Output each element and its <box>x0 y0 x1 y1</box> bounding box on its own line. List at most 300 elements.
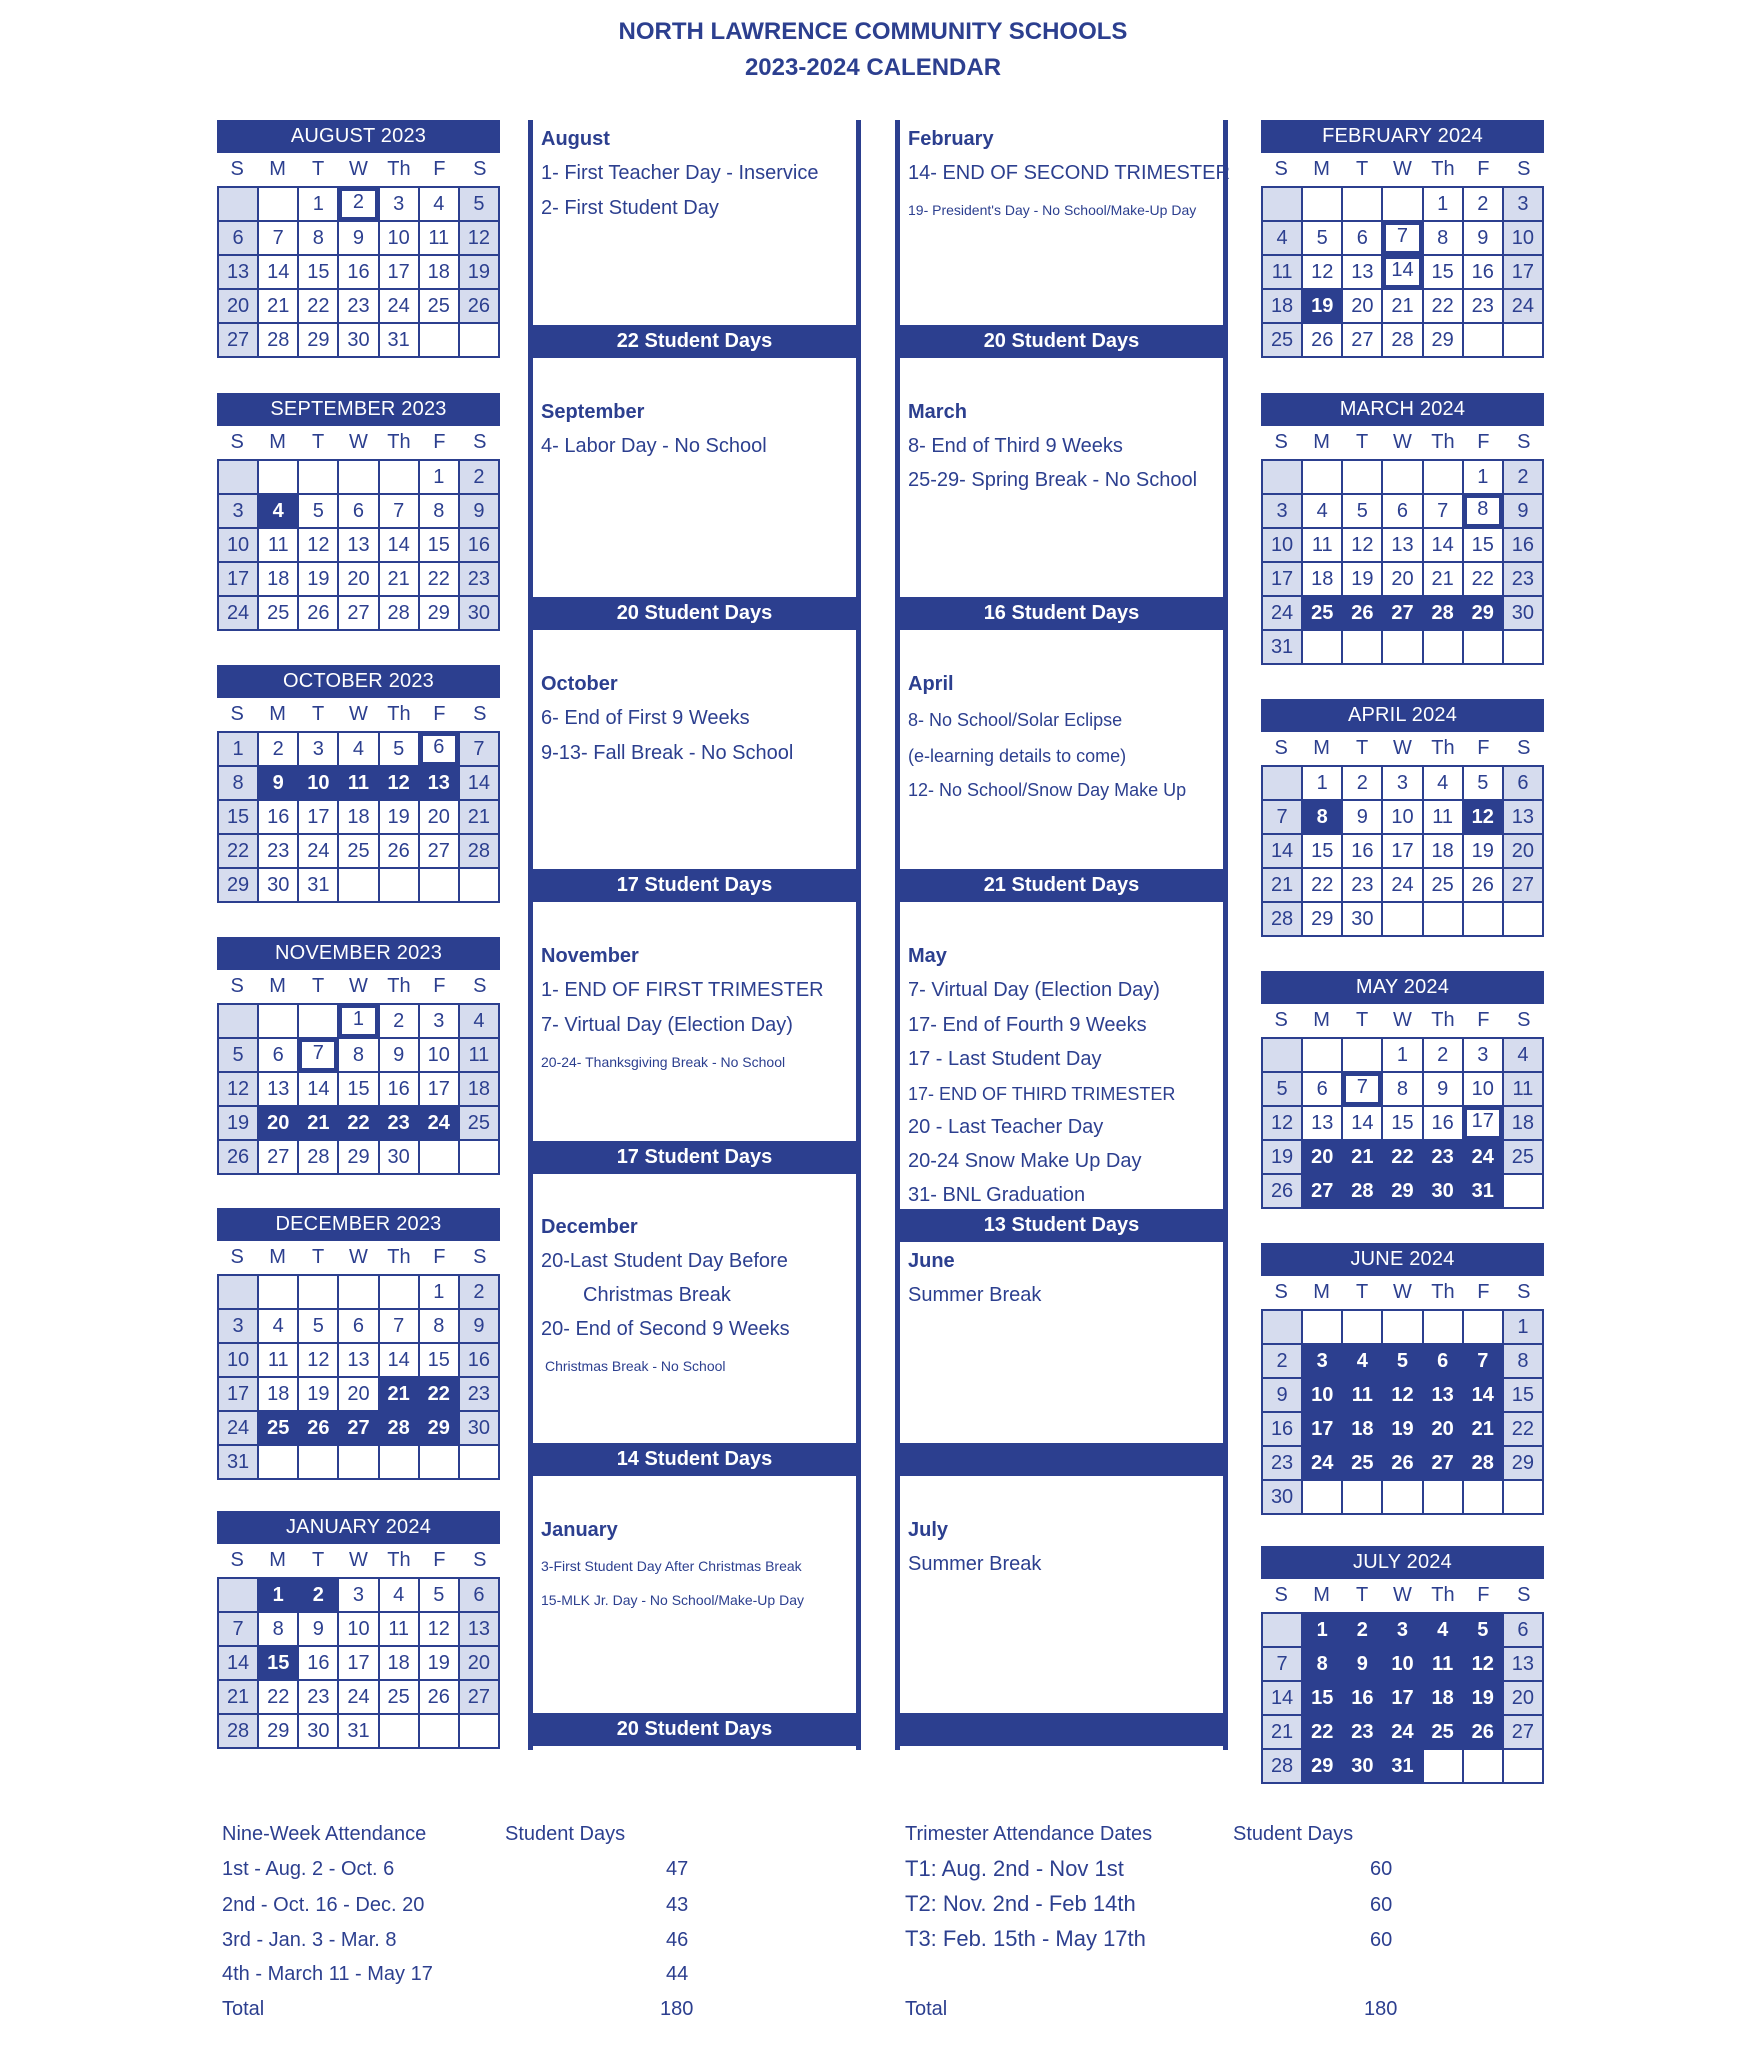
weekday-label: T <box>1355 1584 1369 1606</box>
day-cell: 19 <box>299 1378 339 1412</box>
day-cell: 7 <box>380 495 420 529</box>
nine-week-row-value: 47 <box>666 1858 689 1880</box>
weekday-label: Th <box>387 431 411 453</box>
day-cell: 29 <box>1303 1750 1343 1784</box>
day-cell: 9 <box>1464 222 1504 256</box>
day-cell: 24 <box>1263 597 1303 631</box>
day-cell: 1 <box>1303 767 1343 801</box>
day-cell: 19 <box>460 256 500 290</box>
day-cell: 20 <box>339 563 379 597</box>
calendar-october-2023 <box>217 665 500 903</box>
day-cell: 9 <box>339 222 379 256</box>
day-cell: 8 <box>259 1613 299 1647</box>
day-cell: 8 <box>1464 495 1504 529</box>
nine-week-total-label: Total <box>222 1998 265 2020</box>
day-cell: 4 <box>1424 767 1464 801</box>
day-cell: 9 <box>299 1613 339 1647</box>
day-cell: 22 <box>1504 1413 1544 1447</box>
day-cell: 10 <box>219 1344 259 1378</box>
weekday-label: M <box>269 1246 286 1268</box>
day-cell: 22 <box>259 1681 299 1715</box>
weekday-label: S <box>1274 158 1288 180</box>
day-cell: 3 <box>1383 1614 1423 1648</box>
empty-day-cell <box>1424 461 1464 495</box>
day-cell: 4 <box>420 188 460 222</box>
student-days-band: 16 Student Days <box>895 597 1228 630</box>
empty-day-cell <box>1504 903 1544 937</box>
event-item: 20 - Last Teacher Day <box>908 1116 1104 1138</box>
day-cell: 31 <box>380 324 420 358</box>
weekday-label: F <box>1477 1281 1490 1303</box>
day-grid <box>217 731 500 903</box>
calendar-march-2024 <box>1261 393 1544 665</box>
day-cell: 9 <box>1343 801 1383 835</box>
day-cell: 23 <box>1343 1716 1383 1750</box>
day-cell: 24 <box>1464 1141 1504 1175</box>
day-cell: 2 <box>1343 767 1383 801</box>
day-cell: 29 <box>1303 903 1343 937</box>
weekday-label: S <box>1517 737 1531 759</box>
day-cell: 18 <box>1303 563 1343 597</box>
day-cell: 23 <box>460 563 500 597</box>
day-cell: 20 <box>1303 1141 1343 1175</box>
empty-day-cell <box>1263 1311 1303 1345</box>
day-cell: 15 <box>219 801 259 835</box>
empty-day-cell <box>1464 1481 1504 1515</box>
day-cell: 16 <box>1424 1107 1464 1141</box>
empty-day-cell <box>1343 1311 1383 1345</box>
day-cell: 11 <box>259 1344 299 1378</box>
empty-day-cell <box>460 1446 500 1480</box>
weekday-label: W <box>349 1246 368 1268</box>
empty-day-cell <box>1424 903 1464 937</box>
day-cell: 23 <box>339 290 379 324</box>
weekday-label: M <box>1313 737 1330 759</box>
day-cell: 11 <box>1504 1073 1544 1107</box>
empty-day-cell <box>219 188 259 222</box>
day-cell: 27 <box>460 1681 500 1715</box>
weekday-label: S <box>473 975 487 997</box>
day-cell: 4 <box>339 733 379 767</box>
weekday-label: M <box>1313 1584 1330 1606</box>
weekday-label: Th <box>1431 1009 1455 1031</box>
day-cell: 9 <box>1263 1379 1303 1413</box>
day-cell: 10 <box>1504 222 1544 256</box>
day-cell: 28 <box>380 597 420 631</box>
event-item: 4- Labor Day - No School <box>541 435 767 457</box>
day-cell: 5 <box>380 733 420 767</box>
empty-day-cell <box>1383 1481 1423 1515</box>
day-cell: 27 <box>1424 1447 1464 1481</box>
panel-title: August <box>541 128 610 150</box>
event-item: 14- END OF SECOND TRIMESTER <box>908 162 1230 184</box>
day-cell: 28 <box>259 324 299 358</box>
day-cell: 21 <box>380 1378 420 1412</box>
empty-day-cell <box>259 1276 299 1310</box>
day-cell: 30 <box>1343 903 1383 937</box>
empty-day-cell <box>1383 631 1423 665</box>
day-cell: 30 <box>259 869 299 903</box>
day-cell: 9 <box>460 1310 500 1344</box>
weekday-label: S <box>1517 431 1531 453</box>
day-cell: 10 <box>380 222 420 256</box>
day-cell: 29 <box>1504 1447 1544 1481</box>
day-cell: 27 <box>1504 869 1544 903</box>
day-cell: 19 <box>380 801 420 835</box>
weekday-label: F <box>433 703 446 725</box>
day-cell: 6 <box>339 495 379 529</box>
day-cell: 2 <box>259 733 299 767</box>
day-cell: 19 <box>299 563 339 597</box>
day-cell: 13 <box>339 529 379 563</box>
day-cell: 24 <box>1504 290 1544 324</box>
day-cell: 18 <box>1504 1107 1544 1141</box>
empty-day-cell <box>339 869 379 903</box>
month-header: AUGUST 2023 <box>217 120 500 153</box>
day-cell: 28 <box>1343 1175 1383 1209</box>
day-cell: 5 <box>1464 767 1504 801</box>
day-cell: 15 <box>339 1073 379 1107</box>
day-cell: 13 <box>420 767 460 801</box>
day-grid <box>217 1274 500 1480</box>
day-cell: 27 <box>219 324 259 358</box>
day-cell: 19 <box>1263 1141 1303 1175</box>
day-cell: 31 <box>219 1446 259 1480</box>
day-cell: 3 <box>420 1005 460 1039</box>
day-cell: 4 <box>460 1005 500 1039</box>
day-cell: 20 <box>420 801 460 835</box>
weekday-label: T <box>311 975 325 997</box>
empty-day-cell <box>460 869 500 903</box>
day-cell: 15 <box>1504 1379 1544 1413</box>
day-cell: 2 <box>460 461 500 495</box>
trimester-row-label: T3: Feb. 15th - May 17th <box>905 1926 1146 1951</box>
weekday-label: M <box>1313 158 1330 180</box>
day-grid <box>1261 1612 1544 1784</box>
day-grid <box>217 1577 500 1749</box>
day-cell: 5 <box>1464 1614 1504 1648</box>
day-cell: 18 <box>259 563 299 597</box>
weekday-label: W <box>349 975 368 997</box>
weekday-label: T <box>1355 158 1369 180</box>
trimester-row-label: T1: Aug. 2nd - Nov 1st <box>905 1856 1124 1881</box>
empty-day-cell <box>1504 1175 1544 1209</box>
calendar-august-2023 <box>217 120 500 358</box>
day-cell: 20 <box>1424 1413 1464 1447</box>
day-cell: 14 <box>299 1073 339 1107</box>
weekday-label: W <box>1393 737 1412 759</box>
day-cell: 7 <box>1263 1648 1303 1682</box>
day-cell: 8 <box>339 1039 379 1073</box>
weekday-label: S <box>1274 1009 1288 1031</box>
student-days-band <box>895 1443 1228 1476</box>
day-cell: 29 <box>420 597 460 631</box>
day-cell: 15 <box>1464 529 1504 563</box>
empty-day-cell <box>219 1276 259 1310</box>
day-cell: 23 <box>1263 1447 1303 1481</box>
empty-day-cell <box>1464 1750 1504 1784</box>
day-cell: 5 <box>1383 1345 1423 1379</box>
weekday-label: Th <box>1431 158 1455 180</box>
empty-day-cell <box>219 1005 259 1039</box>
empty-day-cell <box>1303 631 1343 665</box>
empty-day-cell <box>1383 461 1423 495</box>
day-cell: 4 <box>1424 1614 1464 1648</box>
empty-day-cell <box>1424 1750 1464 1784</box>
day-cell: 13 <box>1343 256 1383 290</box>
page-subtitle: 2023-2024 CALENDAR <box>744 54 1002 81</box>
day-cell: 12 <box>299 529 339 563</box>
panel-title: April <box>908 673 954 695</box>
weekday-label: T <box>1355 1009 1369 1031</box>
empty-day-cell <box>1263 1039 1303 1073</box>
weekday-label: S <box>230 703 244 725</box>
day-cell: 17 <box>1263 563 1303 597</box>
day-cell: 8 <box>299 222 339 256</box>
trimester-row-value: 60 <box>1370 1894 1393 1916</box>
day-cell: 3 <box>219 1310 259 1344</box>
empty-day-cell <box>219 461 259 495</box>
day-cell: 16 <box>1504 529 1544 563</box>
panel-title: May <box>908 945 947 967</box>
day-cell: 29 <box>1464 597 1504 631</box>
day-cell: 10 <box>1303 1379 1343 1413</box>
day-cell: 26 <box>1464 1716 1504 1750</box>
day-cell: 16 <box>460 1344 500 1378</box>
day-cell: 6 <box>1383 495 1423 529</box>
weekday-label: F <box>433 431 446 453</box>
weekday-header <box>1261 426 1544 459</box>
event-item: 31- BNL Graduation <box>908 1184 1086 1206</box>
day-cell: 12 <box>380 767 420 801</box>
day-cell: 23 <box>1343 869 1383 903</box>
calendar-december-2023 <box>217 1208 500 1480</box>
day-cell: 30 <box>460 597 500 631</box>
day-cell: 31 <box>339 1715 379 1749</box>
day-cell: 27 <box>420 835 460 869</box>
empty-day-cell <box>1303 1481 1343 1515</box>
day-cell: 30 <box>1424 1175 1464 1209</box>
month-header: JUNE 2024 <box>1261 1243 1544 1276</box>
nine-week-row-label: 1st - Aug. 2 - Oct. 6 <box>222 1858 395 1880</box>
day-cell: 6 <box>219 222 259 256</box>
day-cell: 14 <box>1424 529 1464 563</box>
weekday-label: Th <box>387 1246 411 1268</box>
day-cell: 12 <box>1383 1379 1423 1413</box>
day-cell: 7 <box>1343 1073 1383 1107</box>
day-cell: 3 <box>1464 1039 1504 1073</box>
day-cell: 11 <box>1263 256 1303 290</box>
weekday-label: W <box>349 431 368 453</box>
day-cell: 19 <box>1383 1413 1423 1447</box>
day-cell: 7 <box>460 733 500 767</box>
empty-day-cell <box>1263 767 1303 801</box>
day-cell: 19 <box>1464 835 1504 869</box>
day-cell: 17 <box>1303 1413 1343 1447</box>
student-days-band: 14 Student Days <box>528 1443 861 1476</box>
events-column-left <box>528 120 861 1750</box>
weekday-label: F <box>433 158 446 180</box>
weekday-label: Th <box>387 158 411 180</box>
day-cell: 18 <box>259 1378 299 1412</box>
calendar-april-2024 <box>1261 699 1544 937</box>
month-header: JULY 2024 <box>1261 1546 1544 1579</box>
page-title: NORTH LAWRENCE COMMUNITY SCHOOLS <box>618 18 1128 45</box>
day-cell: 17 <box>1383 1682 1423 1716</box>
day-cell: 5 <box>1343 495 1383 529</box>
nine-week-row-label: 2nd - Oct. 16 - Dec. 20 <box>222 1894 425 1916</box>
weekday-label: W <box>1393 1009 1412 1031</box>
day-grid <box>1261 1309 1544 1515</box>
day-cell: 27 <box>1303 1175 1343 1209</box>
weekday-label: W <box>1393 1281 1412 1303</box>
day-cell: 7 <box>299 1039 339 1073</box>
day-cell: 24 <box>219 597 259 631</box>
empty-day-cell <box>1343 188 1383 222</box>
day-cell: 23 <box>1424 1141 1464 1175</box>
month-header: OCTOBER 2023 <box>217 665 500 698</box>
empty-day-cell <box>1383 1311 1423 1345</box>
day-cell: 26 <box>1464 869 1504 903</box>
day-cell: 5 <box>420 1579 460 1613</box>
day-cell: 15 <box>1303 1682 1343 1716</box>
weekday-label: F <box>433 975 446 997</box>
day-cell: 9 <box>1424 1073 1464 1107</box>
day-cell: 16 <box>380 1073 420 1107</box>
day-cell: 13 <box>1303 1107 1343 1141</box>
weekday-label: T <box>1355 431 1369 453</box>
day-cell: 10 <box>339 1613 379 1647</box>
day-cell: 16 <box>460 529 500 563</box>
weekday-label: T <box>311 158 325 180</box>
weekday-label: M <box>269 158 286 180</box>
calendar-may-2024 <box>1261 971 1544 1209</box>
day-cell: 15 <box>1383 1107 1423 1141</box>
day-cell: 6 <box>420 733 460 767</box>
day-cell: 7 <box>219 1613 259 1647</box>
weekday-label: Th <box>1431 431 1455 453</box>
panel-title: September <box>541 401 645 423</box>
day-cell: 21 <box>380 563 420 597</box>
weekday-label: S <box>1274 1281 1288 1303</box>
empty-day-cell <box>1464 324 1504 358</box>
day-cell: 16 <box>1343 835 1383 869</box>
day-cell: 8 <box>420 1310 460 1344</box>
day-cell: 3 <box>339 1579 379 1613</box>
day-cell: 22 <box>1424 290 1464 324</box>
panel-title: February <box>908 128 994 150</box>
day-cell: 28 <box>1383 324 1423 358</box>
day-cell: 20 <box>1504 1682 1544 1716</box>
day-cell: 27 <box>1504 1716 1544 1750</box>
weekday-label: F <box>1477 1584 1490 1606</box>
day-cell: 20 <box>1343 290 1383 324</box>
empty-day-cell <box>219 1579 259 1613</box>
day-cell: 19 <box>1303 290 1343 324</box>
day-cell: 31 <box>299 869 339 903</box>
day-cell: 28 <box>1263 1750 1303 1784</box>
day-cell: 1 <box>219 733 259 767</box>
day-cell: 6 <box>1343 222 1383 256</box>
month-header: DECEMBER 2023 <box>217 1208 500 1241</box>
day-cell: 26 <box>1383 1447 1423 1481</box>
empty-day-cell <box>1424 1311 1464 1345</box>
day-cell: 2 <box>1263 1345 1303 1379</box>
month-header: JANUARY 2024 <box>217 1511 500 1544</box>
day-cell: 14 <box>259 256 299 290</box>
weekday-header <box>1261 1004 1544 1037</box>
empty-day-cell <box>420 1715 460 1749</box>
empty-day-cell <box>1303 461 1343 495</box>
day-cell: 6 <box>460 1579 500 1613</box>
day-cell: 4 <box>380 1579 420 1613</box>
day-cell: 22 <box>420 1378 460 1412</box>
day-cell: 25 <box>1343 1447 1383 1481</box>
day-cell: 1 <box>1504 1311 1544 1345</box>
day-cell: 13 <box>1504 1648 1544 1682</box>
day-cell: 9 <box>259 767 299 801</box>
weekday-label: Th <box>387 1549 411 1571</box>
day-cell: 22 <box>420 563 460 597</box>
day-cell: 25 <box>460 1107 500 1141</box>
day-cell: 16 <box>299 1647 339 1681</box>
weekday-label: S <box>473 1246 487 1268</box>
day-cell: 14 <box>380 1344 420 1378</box>
empty-day-cell <box>299 461 339 495</box>
student-days-band: 17 Student Days <box>528 1141 861 1174</box>
day-cell: 11 <box>1424 801 1464 835</box>
calendar-november-2023 <box>217 937 500 1175</box>
day-cell: 4 <box>259 495 299 529</box>
day-cell: 20 <box>259 1107 299 1141</box>
weekday-label: F <box>433 1549 446 1571</box>
day-cell: 14 <box>1343 1107 1383 1141</box>
day-cell: 7 <box>1263 801 1303 835</box>
day-cell: 2 <box>380 1005 420 1039</box>
weekday-label: S <box>230 1549 244 1571</box>
day-cell: 21 <box>299 1107 339 1141</box>
day-cell: 1 <box>1424 188 1464 222</box>
event-item: 2- First Student Day <box>541 197 719 219</box>
event-item: Christmas Break <box>583 1284 731 1306</box>
day-grid <box>217 1003 500 1175</box>
trimester-total-value: 180 <box>1364 1998 1398 2020</box>
empty-day-cell <box>1263 188 1303 222</box>
day-cell: 7 <box>1424 495 1464 529</box>
empty-day-cell <box>380 461 420 495</box>
day-grid <box>1261 765 1544 937</box>
weekday-label: S <box>473 158 487 180</box>
day-cell: 15 <box>299 256 339 290</box>
day-cell: 22 <box>219 835 259 869</box>
day-cell: 24 <box>420 1107 460 1141</box>
day-cell: 3 <box>1263 495 1303 529</box>
day-cell: 20 <box>1383 563 1423 597</box>
day-cell: 5 <box>1263 1073 1303 1107</box>
empty-day-cell <box>1424 631 1464 665</box>
day-cell: 1 <box>1303 1614 1343 1648</box>
month-header: NOVEMBER 2023 <box>217 937 500 970</box>
day-cell: 14 <box>1383 256 1423 290</box>
day-cell: 7 <box>1383 222 1423 256</box>
day-cell: 10 <box>420 1039 460 1073</box>
day-cell: 25 <box>259 597 299 631</box>
weekday-label: M <box>1313 1281 1330 1303</box>
weekday-label: M <box>269 703 286 725</box>
day-cell: 6 <box>1504 1614 1544 1648</box>
day-cell: 11 <box>339 767 379 801</box>
day-cell: 16 <box>1263 1413 1303 1447</box>
